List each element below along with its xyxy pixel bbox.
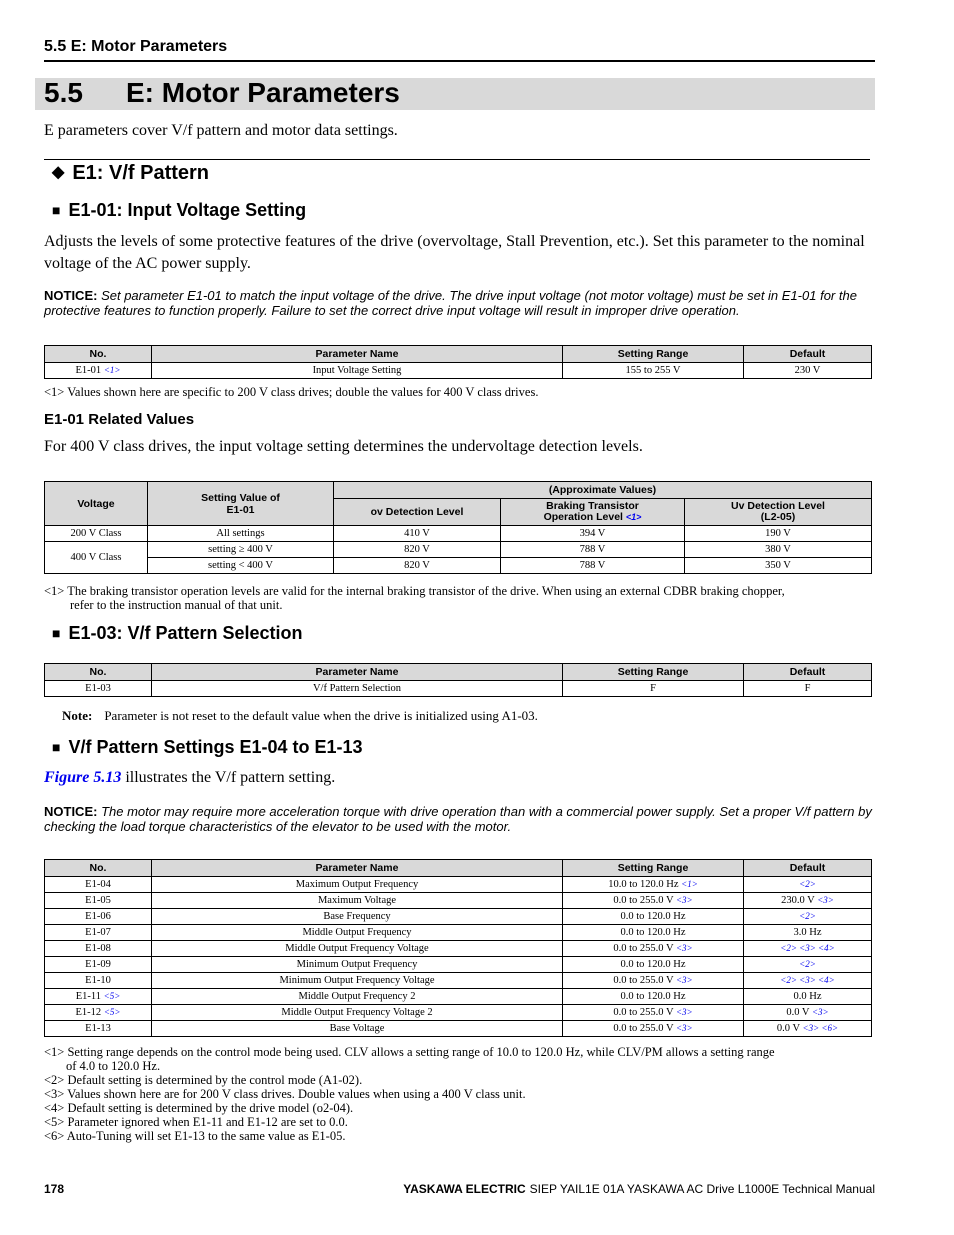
related-values-table: [44, 481, 872, 574]
footnote-ref-link[interactable]: <3>: [675, 895, 693, 905]
square-bullet-icon: ■: [52, 202, 61, 218]
footnote-ref-link[interactable]: <2>: [799, 879, 816, 889]
footnote-ref-link[interactable]: <3>: [817, 895, 834, 905]
table-row: [45, 893, 872, 909]
table-row: [45, 526, 872, 542]
vf-table-body: [45, 877, 872, 1037]
cell-range: 155 to 255 V: [563, 363, 744, 379]
cell-default: [744, 877, 872, 893]
cell-name: Minimum Output Frequency: [152, 957, 563, 973]
section-rule: [44, 159, 870, 160]
cell-default: F: [744, 681, 872, 697]
table-row: [45, 941, 872, 957]
cell-name: V/f Pattern Selection: [152, 681, 563, 697]
cell-range: 0.0 to 120.0 Hz: [563, 925, 744, 941]
vf-footnotes: <1> Setting range depends on the control mode being used. CLV allows a setting range of 10.0 to 120.0 Hz, while CLV/PM allows a setting range of 4.0 to 120.0 Hz. <2> Default setting is determined by the control mode (A1-02). <3> Values shown here are for 200 V class drives. Double values when using a 400 V class unit. <4> Default setting is determined by the drive model (o2-04). <5> Parameter ignored when E1-11 and E1-12 are set to 0.0. <6> Auto-Tuning will set E1-13 to the same value as E1-05.: [44, 1045, 775, 1143]
cell-range: 0.0 to 120.0 Hz: [563, 909, 744, 925]
cell-range: F: [563, 681, 744, 697]
cell-range: 0.0 to 255.0 V <3>: [563, 973, 744, 989]
cell-no: E1-07: [45, 925, 152, 941]
note-text: Parameter is not reset to the default value when the drive is initialized using A1-03.: [104, 708, 538, 723]
table-row: [45, 1021, 872, 1037]
cell-name: Base Frequency: [152, 909, 563, 925]
footnote-ref-link[interactable]: <5>: [103, 1007, 121, 1017]
cell-setting: All settings: [148, 526, 334, 542]
table-header-row: [45, 482, 872, 499]
square-bullet-icon: ■: [52, 739, 61, 755]
table-row: [45, 558, 872, 574]
cell-range: 0.0 to 120.0 Hz: [563, 957, 744, 973]
footnote-ref-link[interactable]: <3> <6>: [802, 1023, 839, 1033]
cell-uv: 190 V: [685, 526, 872, 542]
heading-e1-text: E1: V/f Pattern: [72, 162, 210, 184]
heading-e1-01: [52, 200, 306, 221]
related-description: For 400 V class drives, the input voltage setting determines the undervoltage detection levels.: [44, 438, 643, 455]
footnote-ref-link[interactable]: <1>: [625, 512, 642, 522]
cell-ov: 410 V: [334, 526, 501, 542]
cell-default: 230 V: [744, 363, 872, 379]
section-title: [44, 77, 400, 109]
cell-no: E1-01 <1>: [45, 363, 152, 379]
cell-bt: 394 V: [501, 526, 685, 542]
footer-text: SIEP YAIL1E 01A YASKAWA AC Drive L1000E Technical Manual: [529, 1182, 875, 1196]
page-number: 178: [44, 1182, 65, 1196]
cell-name: Middle Output Frequency Voltage 2: [152, 1005, 563, 1021]
e1-01-table: [44, 345, 872, 379]
table-row: [45, 989, 872, 1005]
table-row: [45, 957, 872, 973]
cell-name: Minimum Output Frequency Voltage: [152, 973, 563, 989]
related-footnote: <1> The braking transistor operation levels are valid for the internal braking transistor of the drive. When using an external CDBR braking chopper, refer to the instruction manual of that unit.: [44, 584, 785, 612]
col-default: Default: [744, 346, 872, 363]
cell-setting: setting ≥ 400 V: [148, 542, 334, 558]
cell-setting: setting < 400 V: [148, 558, 334, 574]
cell-name: Maximum Output Frequency: [152, 877, 563, 893]
footnote-ref-link[interactable]: <3>: [675, 943, 693, 953]
table-row: [45, 542, 872, 558]
col-uv-detection: Uv Detection Level (L2-05): [685, 499, 872, 526]
notice-text: Set parameter E1-01 to match the input voltage of the drive. The drive input voltage (not motor voltage) must be set in E1-01 for the protective features to function properly. Failure to set the correct drive input voltage will result in improper drive operation.: [44, 288, 857, 318]
cell-range: 0.0 to 255.0 V <3>: [563, 1021, 744, 1037]
table-row: [45, 363, 872, 379]
cell-voltage: 200 V Class: [45, 526, 148, 542]
cell-range: 0.0 to 255.0 V <3>: [563, 893, 744, 909]
table-row: [45, 681, 872, 697]
cell-name: Middle Output Frequency Voltage: [152, 941, 563, 957]
footnote-ref-link[interactable]: <2>: [799, 959, 816, 969]
cell-no: E1-13: [45, 1021, 152, 1037]
col-braking-transistor: Braking Transistor Operation Level <1>: [501, 499, 685, 526]
cell-no: E1-04: [45, 877, 152, 893]
table-header-row: [45, 346, 872, 363]
square-bullet-icon: ■: [52, 625, 61, 641]
e1-01-description: Adjusts the levels of some protective features of the drive (overvoltage, Stall Prevention, etc.). Set this parameter to the nominal voltage of the AC power supply.: [44, 233, 865, 272]
heading-e1-01-text: E1-01: Input Voltage Setting: [68, 200, 307, 220]
col-parameter-name: Parameter Name: [152, 860, 563, 877]
col-setting-value: Setting Value of E1-01: [148, 482, 334, 526]
col-parameter-name: Parameter Name: [152, 664, 563, 681]
heading-e1: [52, 162, 209, 185]
cell-name: Input Voltage Setting: [152, 363, 563, 379]
footnote-ref-link[interactable]: <2>: [799, 911, 816, 921]
footnote-ref-link[interactable]: <3>: [675, 1007, 693, 1017]
notice-label: NOTICE:: [44, 804, 98, 819]
col-voltage: Voltage: [45, 482, 148, 526]
cell-default: [744, 973, 872, 989]
cell-no: E1-03: [45, 681, 152, 697]
footnote-ref-link[interactable]: <3>: [675, 975, 693, 985]
cell-default: [744, 909, 872, 925]
cell-no: E1-11 <5>: [45, 989, 152, 1005]
cell-bt: 788 V: [501, 542, 685, 558]
col-setting-range: Setting Range: [563, 346, 744, 363]
table-header-row: [45, 860, 872, 877]
cell-no: E1-12 <5>: [45, 1005, 152, 1021]
cell-default: 0.0 V <3>: [744, 1005, 872, 1021]
col-setting-range: Setting Range: [563, 860, 744, 877]
footnote-ref-link[interactable]: <1>: [681, 879, 698, 889]
header-rule: [44, 60, 875, 62]
footnote-ref-link[interactable]: <2> <3> <4>: [780, 943, 835, 953]
cell-default: [744, 941, 872, 957]
cell-no: E1-10: [45, 973, 152, 989]
footer-title: [403, 1182, 875, 1196]
heading-e1-03-text: E1-03: V/f Pattern Selection: [68, 623, 303, 643]
footnote-ref-link[interactable]: <3>: [675, 1023, 693, 1033]
vf-pattern-table: [44, 859, 872, 1037]
heading-vf-pattern-settings: [52, 737, 363, 758]
note-label: Note:: [62, 708, 93, 723]
cell-uv: 350 V: [685, 558, 872, 574]
col-no: No.: [45, 346, 152, 363]
heading-related-values: E1-01 Related Values: [44, 411, 195, 428]
figure-reference-line: Figure 5.13 illustrates the V/f pattern setting.: [44, 769, 336, 786]
footnote-ref-link[interactable]: <1>: [103, 365, 121, 375]
table-row: [45, 909, 872, 925]
cell-default: [744, 957, 872, 973]
notice-text: The motor may require more acceleration torque with drive operation than with a commercial power supply. Set a proper V/f pattern by checking the load torque characteristics of the elevator to be used with the motor.: [44, 804, 872, 834]
footnote-ref-link[interactable]: <3>: [811, 1007, 829, 1017]
footer-brand: YASKAWA ELECTRIC: [403, 1182, 526, 1196]
cell-bt: 788 V: [501, 558, 685, 574]
heading-e1-03: [52, 623, 303, 644]
table-row: [45, 1005, 872, 1021]
cell-range: 10.0 to 120.0 Hz <1>: [563, 877, 744, 893]
section-title-text: E: Motor Parameters: [126, 77, 400, 108]
cell-default: 0.0 V <3> <6>: [744, 1021, 872, 1037]
col-parameter-name: Parameter Name: [152, 346, 563, 363]
col-no: No.: [45, 860, 152, 877]
cell-no: E1-06: [45, 909, 152, 925]
cell-ov: 820 V: [334, 558, 501, 574]
col-ov-detection: ov Detection Level: [334, 499, 501, 526]
table-header-row: [45, 664, 872, 681]
running-head: 5.5 E: Motor Parameters: [44, 38, 228, 55]
figure-link[interactable]: Figure 5.13: [44, 769, 122, 786]
e1-01-footnote: <1> Values shown here are specific to 200 V class drives; double the values for 400 V class drives.: [44, 385, 539, 399]
heading-vf-text: V/f Pattern Settings E1-04 to E1-13: [68, 737, 363, 757]
col-no: No.: [45, 664, 152, 681]
diamond-icon: ◆: [52, 164, 65, 181]
table-row: [45, 973, 872, 989]
cell-name: Maximum Voltage: [152, 893, 563, 909]
cell-range: 0.0 to 255.0 V <3>: [563, 941, 744, 957]
cell-ov: 820 V: [334, 542, 501, 558]
section-number: 5.5: [44, 77, 83, 108]
col-default: Default: [744, 664, 872, 681]
cell-name: Base Voltage: [152, 1021, 563, 1037]
vf-notice: [44, 805, 874, 834]
col-approximate-values: (Approximate Values): [334, 482, 872, 499]
cell-range: 0.0 to 255.0 V <3>: [563, 1005, 744, 1021]
cell-name: Middle Output Frequency: [152, 925, 563, 941]
cell-default: 0.0 Hz: [744, 989, 872, 1005]
table-row: [45, 925, 872, 941]
cell-default: 230.0 V <3>: [744, 893, 872, 909]
cell-range: 0.0 to 120.0 Hz: [563, 989, 744, 1005]
intro-text: E parameters cover V/f pattern and motor data settings.: [44, 122, 398, 139]
cell-name: Middle Output Frequency 2: [152, 989, 563, 1005]
cell-voltage: 400 V Class: [45, 542, 148, 574]
notice-label: NOTICE:: [44, 288, 98, 303]
cell-uv: 380 V: [685, 542, 872, 558]
e1-03-table: [44, 663, 872, 697]
cell-no: E1-05: [45, 893, 152, 909]
e1-03-note: [62, 708, 538, 724]
e1-01-notice: [44, 289, 874, 318]
col-default: Default: [744, 860, 872, 877]
cell-default: 3.0 Hz: [744, 925, 872, 941]
cell-no: E1-09: [45, 957, 152, 973]
col-setting-range: Setting Range: [563, 664, 744, 681]
footnote-ref-link[interactable]: <2> <3> <4>: [780, 975, 835, 985]
footnote-ref-link[interactable]: <5>: [103, 991, 121, 1001]
table-row: [45, 877, 872, 893]
cell-no: E1-08: [45, 941, 152, 957]
